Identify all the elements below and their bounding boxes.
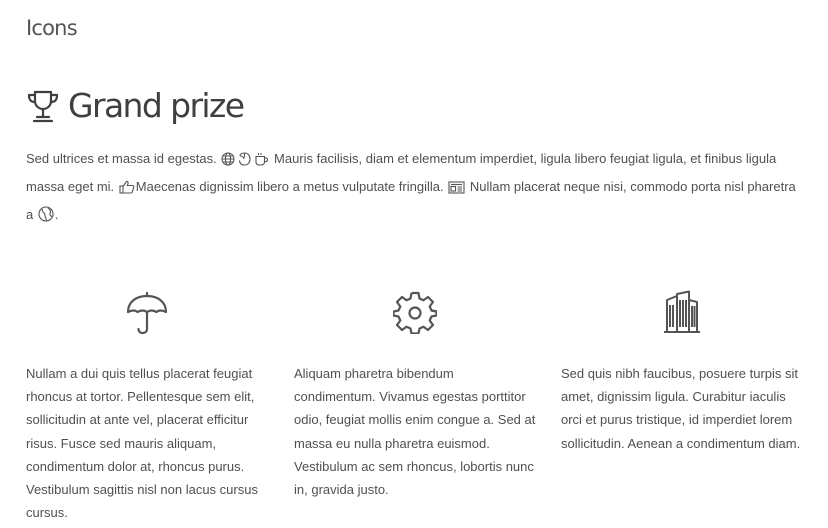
umbrella-icon <box>26 290 268 336</box>
feature-building <box>561 290 803 455</box>
thumbs-up-icon <box>119 180 135 194</box>
intro-text-2: Mauris facilisis, diam et elementum imperdiet, ligula libero feugiat ligula, et finibus ligula massa eget mi. <box>26 151 777 194</box>
feature-text: Nullam a dui quis tellus placerat feugiat rhoncus at tortor. Pellentesque sem elit, sollicitudin at ante vel, placerat efficitur risus. Fusce sed mauris aliquam, condimentum dolor at, rhoncus purus. Vestibulum sagittis nisl non lacus cursus cursus. <box>26 366 258 521</box>
trophy-icon <box>26 89 60 123</box>
feature-gear <box>294 290 536 501</box>
intro-text-5: . <box>54 207 59 222</box>
intro-paragraph <box>26 145 806 229</box>
feature-umbrella <box>26 290 268 524</box>
globe-icon <box>221 152 235 166</box>
section-title: Icons <box>26 16 77 40</box>
prize-title: Grand prize <box>68 86 244 125</box>
coffee-cup-icon <box>254 152 269 166</box>
intro-text-4: Nullam placerat neque nisi, commodo porta nisl pharetra a <box>26 179 796 222</box>
intro-text-3: Maecenas dignissim libero a metus vulputate fringilla. <box>135 179 444 194</box>
building-icon <box>561 290 803 336</box>
intro-text-1: Sed ultrices et massa id egestas. <box>26 151 217 166</box>
feature-text: Sed quis nibh faucibus, posuere turpis sit amet, dignissim ligula. Curabitur iaculis orci et purus tristique, id imperdiet lorem sollicitudin. Aenean a condimentum diam. <box>561 366 801 451</box>
newspaper-icon <box>448 181 465 194</box>
earth-icon <box>38 206 54 222</box>
gear-icon <box>294 290 536 336</box>
feature-text: Aliquam pharetra bibendum condimentum. Vivamus egestas porttitor odio, feugiat mollis enim congue a. Sed at massa eu nulla pharetra euismod. Vestibulum ac sem rhoncus, lobortis nunc in, gravida justo. <box>294 366 536 498</box>
mouse-icon <box>237 152 252 166</box>
prize-heading <box>26 86 243 125</box>
